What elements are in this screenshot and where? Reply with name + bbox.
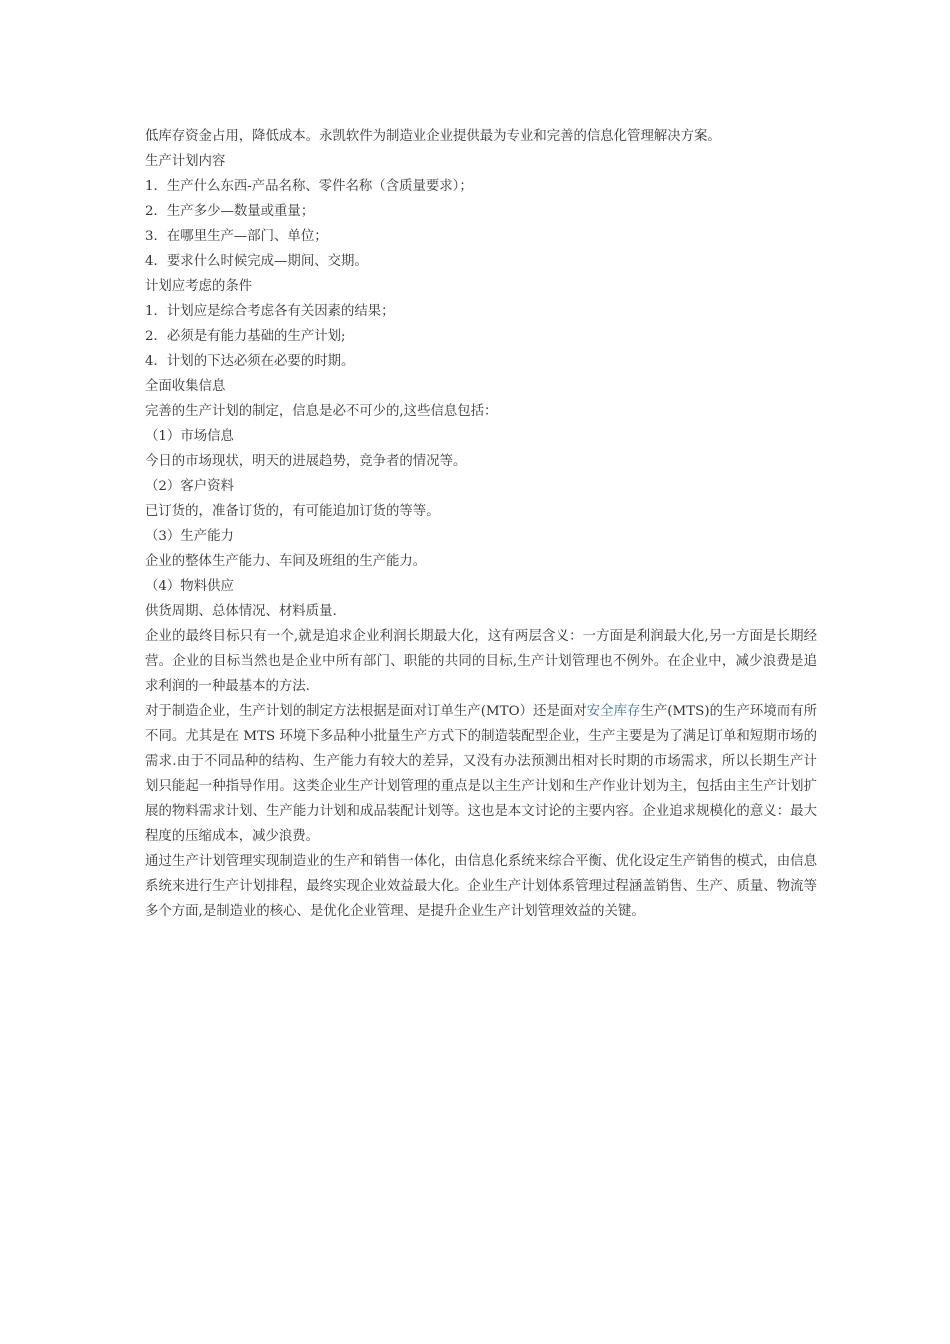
paragraph-conclusion: 通过生产计划管理实现制造业的生产和销售一体化，由信息化系统来综合平衡、优化设定生产销售的模式，由信息系统来进行生产计划排程，最终实现企业效益最大化。企业生产计划体系管理过程涵盖销售、生产、质量、物流等多个方面,是制造业的核心、是优化企业管理、是提升企业生产计划管理效益的关键。 bbox=[145, 854, 817, 919]
paragraph-enterprise-goal: 企业的最终目标只有一个,就是追求企业利润长期最大化，这有两层含义：一方面是利润最大化,另一方面是长期经营。企业的目标当然也是企业中所有部门、职能的共同的目标,生产计划管理也不例外。在企业中，减少浪费是追求利润的一种最基本的方法. bbox=[145, 629, 817, 694]
intro-text: 低库存资金占用，降低成本。永凯软件为制造业企业提供最为专业和完善的信息化管理解决方案。 bbox=[145, 129, 721, 144]
list-item: 4．要求什么时候完成—期间、交期。 bbox=[145, 254, 368, 269]
info-entry-title: （3）生产能力 bbox=[145, 529, 234, 544]
section-heading-plan-conditions: 计划应考虑的条件 bbox=[145, 279, 253, 294]
paragraph-manufacturing-planning bbox=[145, 699, 817, 849]
list-item: 1．生产什么东西-产品名称、零件名称（含质量要求）； bbox=[145, 179, 473, 194]
list-item: 4．计划的下达必须在必要的时期。 bbox=[145, 354, 355, 369]
info-entry-title: （2）客户资料 bbox=[145, 479, 234, 494]
info-entry-text: 今日的市场现状，明天的进展趋势，竞争者的情况等。 bbox=[145, 454, 467, 469]
info-entry-text: 供货周期、总体情况、材料质量. bbox=[145, 604, 337, 619]
section-lead-text: 完善的生产计划的制定，信息是必不可少的,这些信息包括： bbox=[145, 404, 498, 419]
paragraph-text: 对于制造企业，生产计划的制定方法根据是面对订单生产(MTO）还是面对 bbox=[145, 704, 587, 719]
info-entry-title: （1）市场信息 bbox=[145, 429, 234, 444]
safety-stock-link[interactable]: 安全库存 bbox=[586, 704, 641, 719]
list-item: 1．计划应是综合考虑各有关因素的结果； bbox=[145, 304, 395, 319]
list-item: 2．必须是有能力基础的生产计划; bbox=[145, 329, 346, 344]
list-item: 3．在哪里生产—部门、单位； bbox=[145, 229, 328, 244]
list-item: 2．生产多少—数量或重量； bbox=[145, 204, 315, 219]
document-body bbox=[145, 124, 817, 924]
section-heading-collect-info: 全面收集信息 bbox=[145, 379, 226, 394]
info-entry-text: 已订货的，准备订货的，有可能追加订货的等等。 bbox=[145, 504, 440, 519]
section-heading-plan-content: 生产计划内容 bbox=[145, 154, 226, 169]
paragraph-text: 生产(MTS)的生产环境而有所不同。尤其是在 MTS 环境下多品种小批量生产方式下的制造装配型企业，生产主要是为了满足订单和短期市场的需求.由于不同品种的结构、生产能力有较大的差异，又没有办法预测出相对长时期的市场需求，所以长期生产计划只能起一种指导作用。这类企业生产计划管理的重点是以主生产计划和生产作业计划为主，包括由主生产计划扩展的物料需求计划、生产能力计划和成品装配计划等。这也是本文讨论的主要内容。企业追求规模化的意义：最大程度的压缩成本，减少浪费。 bbox=[145, 704, 818, 844]
info-entry-text: 企业的整体生产能力、车间及班组的生产能力。 bbox=[145, 554, 427, 569]
info-entry-title: （4）物料供应 bbox=[145, 579, 234, 594]
